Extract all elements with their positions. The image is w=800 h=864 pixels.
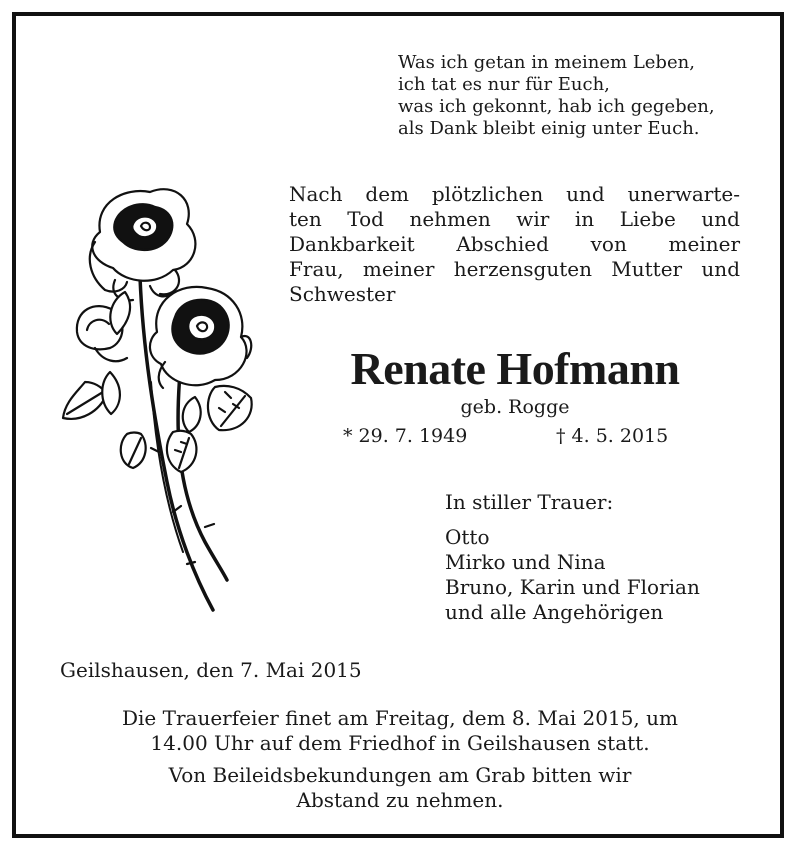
poem [398, 52, 715, 140]
poem-line: ich tat es nur für Euch, [398, 74, 610, 95]
place-date: Geilshausen, den 7. Mai 2015 [60, 658, 362, 682]
intro-line: ten Tod nehmen wir in Liebe und [289, 207, 740, 231]
maiden-name: geb. Rogge [460, 396, 570, 418]
rose-illustration-icon [55, 182, 265, 617]
funeral-line: Die Trauerfeier finet am Freitag, dem 8. Mai 2015, um [122, 706, 678, 730]
poem-line: was ich gekonnt, hab ich gegeben, [398, 96, 715, 117]
intro-line: Dankbarkeit Abschied von meiner [289, 232, 740, 256]
mourner-name: und alle Angehörigen [445, 600, 664, 624]
condolence-notice [40, 763, 760, 813]
poem-line: Was ich getan in meinem Leben, [398, 52, 695, 73]
intro-text [289, 182, 740, 307]
mourners-block [445, 490, 700, 625]
birth-date: * 29. 7. 1949 [343, 425, 468, 447]
mourner-name: Mirko und Nina [445, 550, 606, 574]
intro-line: Nach dem plötzlichen und unerwarte- [289, 182, 740, 206]
funeral-notice [40, 706, 760, 756]
mourners-heading: In stiller Trauer: [445, 490, 614, 514]
intro-line: Frau, meiner herzensguten Mutter und [289, 257, 740, 281]
condolence-line: Abstand zu nehmen. [296, 788, 504, 812]
deceased-name: Renate Hofmann [350, 343, 680, 394]
poem-line: als Dank bleibt einig unter Euch. [398, 118, 700, 139]
condolence-line: Von Beileidsbekundungen am Grab bitten wir [168, 763, 632, 787]
mourner-name: Otto [445, 525, 490, 549]
funeral-line: 14.00 Uhr auf dem Friedhof in Geilshausen statt. [150, 731, 650, 755]
death-date: † 4. 5. 2015 [556, 425, 669, 447]
intro-line: Schwester [289, 282, 396, 306]
mourner-name: Bruno, Karin und Florian [445, 575, 700, 599]
